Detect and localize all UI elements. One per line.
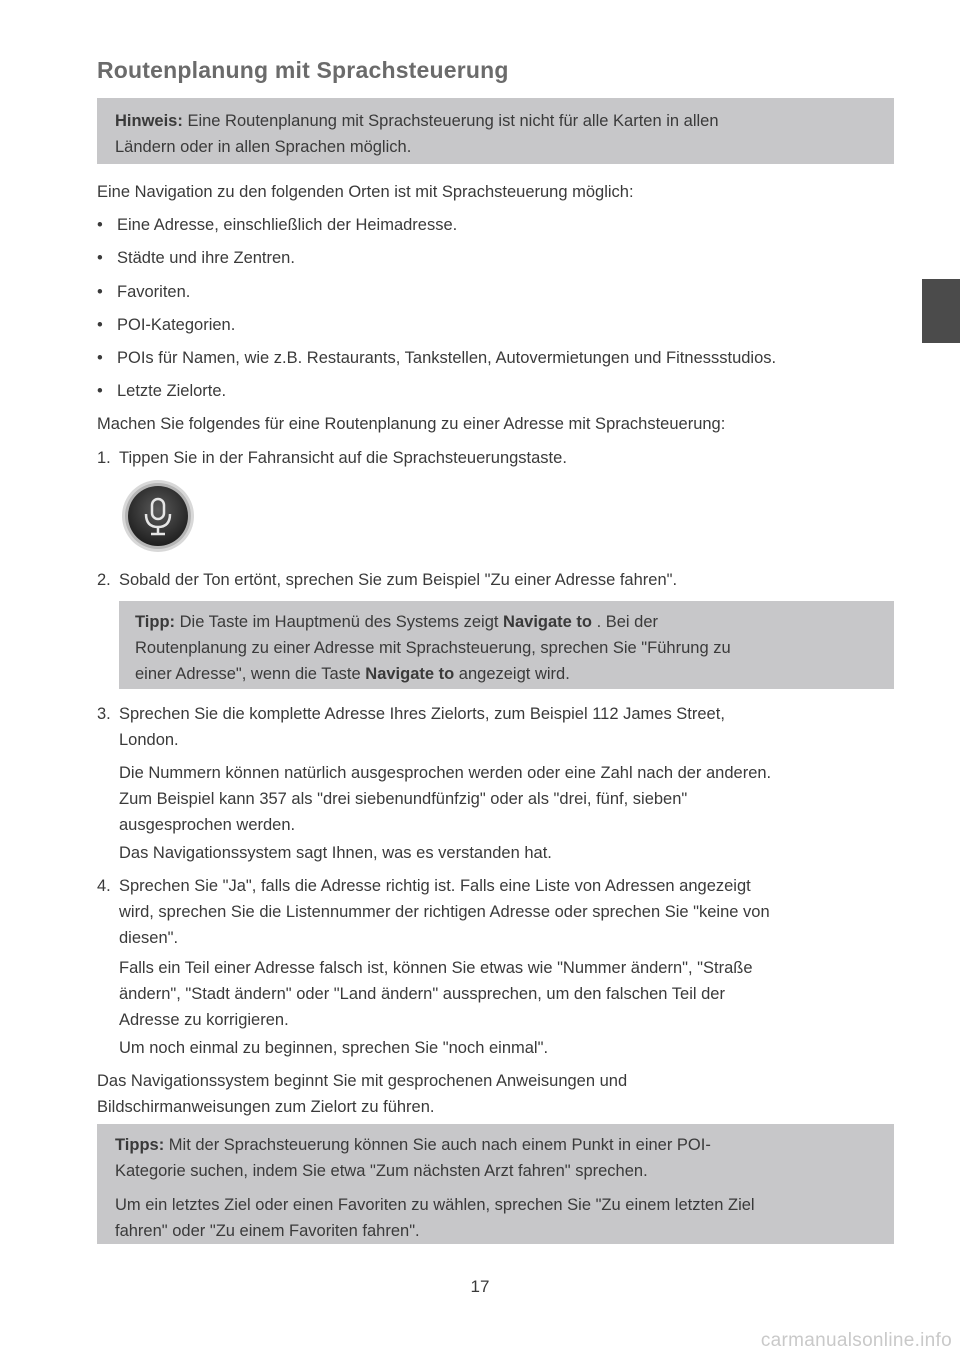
step-text: Tippen Sie in der Fahransicht auf die Sprachsteuerungstaste. [119,449,567,467]
list-item-text: Eine Adresse, einschließlich der Heimadresse. [117,216,458,234]
list-item-text: Favoriten. [117,283,191,301]
voice-control-button[interactable] [121,479,195,553]
note-text: Eine Routenplanung mit Sprachsteuerung ist nicht für alle Karten in allen [182,112,719,130]
note-line-2: Ländern oder in allen Sprachen möglich. [115,138,412,156]
chapter-tab [922,279,960,343]
step-1 [97,445,897,471]
tip-line-1 [135,609,878,635]
step-text-line: Sprechen Sie die komplette Adresse Ihres Zielorts, zum Beispiel 112 James Street, [119,705,725,723]
tip-text: . Bei der [591,613,659,631]
list-item [97,279,190,305]
list-item [97,212,457,238]
bullet-dot: • [97,316,103,334]
paragraph-line: Das Navigationssystem beginnt Sie mit gesprochenen Anweisungen und [97,1072,628,1090]
tip-text: Die Taste im Hauptmenü des Systems zeigt [175,613,504,631]
step-text-line: diesen". [119,929,179,947]
list-item [97,345,776,371]
tips-text: Mit der Sprachsteuerung können Sie auch nach einem Punkt in einer POI- [164,1136,711,1154]
list-item [97,245,295,271]
tips-label: Tipps: [115,1136,165,1154]
step-3-paragraph-2: Das Navigationssystem sagt Ihnen, was es verstanden hat. [119,844,552,862]
tips-line-3: Um ein letztes Ziel oder einen Favoriten zu wählen, sprechen Sie "Zu einem letzten Ziel [115,1196,755,1214]
step-4 [97,873,897,951]
step-text: Sobald der Ton ertönt, sprechen Sie zum Beispiel "Zu einer Adresse fahren". [119,571,678,589]
tip-text: angezeigt wird. [454,665,570,683]
bullet-dot: • [97,216,103,234]
step-number: 4. [97,877,111,895]
watermark: carmanualsonline.info [760,1330,952,1351]
tip-line-2: Routenplanung zu einer Adresse mit Sprachsteuerung, sprechen Sie "Führung zu [135,639,731,657]
list-item-text: POIs für Namen, wie z.B. Restaurants, Tankstellen, Autovermietungen und Fitnessstudios. [117,349,777,367]
instructions-intro: Machen Sie folgendes für eine Routenplanung zu einer Adresse mit Sprachsteuerung: [97,415,726,433]
step-number: 3. [97,705,111,723]
step-4-paragraph-2: Um noch einmal zu beginnen, sprechen Sie "noch einmal". [119,1039,549,1057]
navigate-to-label: Navigate to [365,665,455,683]
step-2 [97,567,897,593]
tip-text: einer Adresse", wenn die Taste [135,665,366,683]
list-item [97,378,226,404]
step-text [119,701,897,753]
step-text [119,873,897,951]
navigate-to-label: Navigate to [503,613,592,631]
tips-line-2: Kategorie suchen, indem Sie etwa "Zum nächsten Arzt fahren" sprechen. [115,1162,648,1180]
step-number: 1. [97,449,111,467]
paragraph-line: Adresse zu korrigieren. [119,1011,289,1029]
tip-label: Tipp: [135,613,176,631]
tip-line-3 [135,661,878,687]
step-3 [97,701,897,753]
bullet-dot: • [97,283,103,301]
list-item [97,312,235,338]
bullet-dot: • [97,349,103,367]
tips-line-4: fahren" oder "Zu einem Favoriten fahren". [115,1222,420,1240]
list-item-text: Städte und ihre Zentren. [117,249,295,267]
note-box [97,98,894,164]
step-text-line: London. [119,731,179,749]
page-number: 17 [470,1277,490,1296]
step-number: 2. [97,571,111,589]
list-item-text: POI-Kategorien. [117,316,236,334]
page-title: Routenplanung mit Sprachsteuerung [97,57,509,83]
paragraph-line: Die Nummern können natürlich ausgesprochen werden oder eine Zahl nach der anderen. [119,764,772,782]
paragraph-line: Falls ein Teil einer Adresse falsch ist, können Sie etwas wie "Nummer ändern", "Straße [119,959,753,977]
note-line-1 [115,108,876,134]
microphone-icon [121,479,195,553]
paragraph-line: Zum Beispiel kann 357 als "drei siebenundfünfzig" oder als "drei, fünf, sieben" [119,790,688,808]
intro-text: Eine Navigation zu den folgenden Orten ist mit Sprachsteuerung möglich: [97,183,634,201]
step-text-line: Sprechen Sie "Ja", falls die Adresse richtig ist. Falls eine Liste von Adressen angezeigt [119,877,751,895]
step-3-paragraph [119,760,899,838]
note-label: Hinweis: [115,112,183,130]
tips-box [97,1124,894,1244]
paragraph-line: ausgesprochen werden. [119,816,296,834]
list-item-text: Letzte Zielorte. [117,382,227,400]
step-4-paragraph [119,955,899,1033]
step-text-line: wird, sprechen Sie die Listennummer der richtigen Adresse oder sprechen Sie "keine von [119,903,770,921]
bullet-dot: • [97,249,103,267]
paragraph-line: Bildschirmanweisungen zum Zielort zu führen. [97,1098,435,1116]
tips-line-1 [115,1132,876,1158]
paragraph-line: ändern", "Stadt ändern" oder "Land ändern" aussprechen, um den falschen Teil der [119,985,725,1003]
outro-text [97,1068,897,1120]
tip-box [119,601,894,689]
bullet-dot: • [97,382,103,400]
